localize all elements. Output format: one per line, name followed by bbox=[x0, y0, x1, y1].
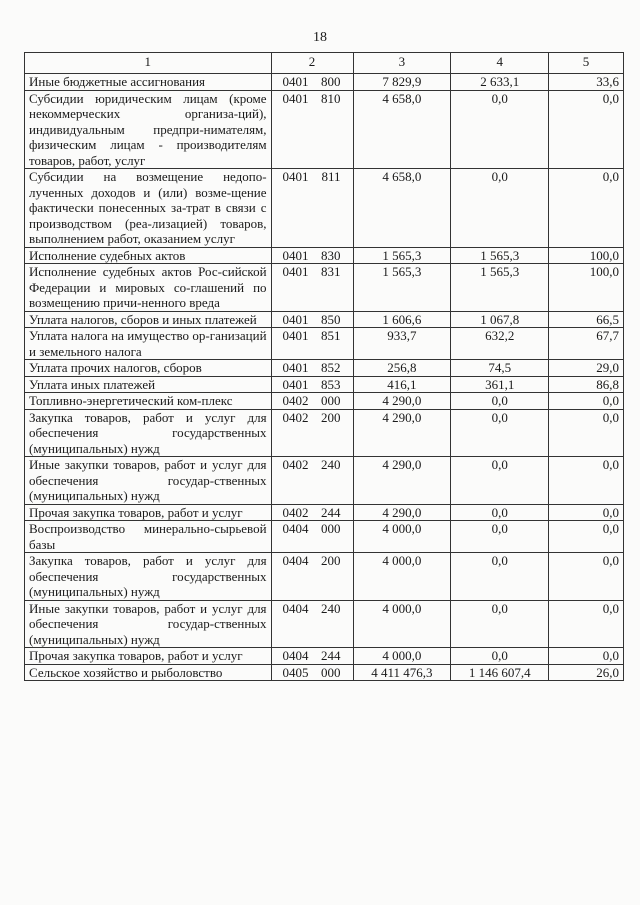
fact-value: 0,0 bbox=[451, 393, 549, 410]
plan-value: 4 658,0 bbox=[353, 90, 451, 169]
expense-type-code: 853 bbox=[321, 376, 341, 392]
fact-value: 0,0 bbox=[451, 600, 549, 648]
expense-type-code: 831 bbox=[321, 264, 341, 279]
table-row bbox=[25, 328, 624, 360]
plan-value: 4 411 476,3 bbox=[353, 664, 451, 681]
table-row bbox=[25, 90, 624, 169]
fact-value: 0,0 bbox=[451, 409, 549, 457]
section-code: 0401 bbox=[282, 328, 309, 343]
percent-value: 29,0 bbox=[549, 360, 624, 377]
section-code: 0404 bbox=[282, 553, 309, 568]
row-code-cell bbox=[271, 504, 353, 521]
row-name-cell: Закупка товаров, работ и услуг для обеспечения государственных (муниципальных) нужд bbox=[25, 553, 272, 601]
section-code: 0401 bbox=[282, 264, 309, 279]
section-code: 0401 bbox=[282, 311, 309, 327]
fact-value: 1 565,3 bbox=[451, 247, 549, 264]
row-name-cell: Иные закупки товаров, работ и услуг для обеспечения государ-ственных (муниципальных) нужд bbox=[25, 600, 272, 648]
row-name-cell: Иные закупки товаров, работ и услуг для обеспечения государ-ственных (муниципальных) нужд bbox=[25, 457, 272, 505]
header-row bbox=[25, 53, 624, 74]
plan-value: 4 000,0 bbox=[353, 600, 451, 648]
fact-value: 0,0 bbox=[451, 457, 549, 505]
fact-value: 1 067,8 bbox=[451, 311, 549, 328]
expense-type-code: 240 bbox=[321, 600, 341, 616]
table-row bbox=[25, 376, 624, 393]
fact-value: 2 633,1 bbox=[451, 74, 549, 91]
row-name-cell: Сельское хозяйство и рыболовство bbox=[25, 664, 272, 681]
fact-value: 1 565,3 bbox=[451, 264, 549, 312]
row-name-cell: Воспроизводство минерально-сырьевой базы bbox=[25, 521, 272, 553]
expense-type-code: 850 bbox=[321, 311, 341, 327]
row-code-cell bbox=[271, 409, 353, 457]
fact-value: 0,0 bbox=[451, 521, 549, 553]
table-row bbox=[25, 600, 624, 648]
fact-value: 1 146 607,4 bbox=[451, 664, 549, 681]
section-code: 0401 bbox=[282, 74, 309, 89]
expense-type-code: 830 bbox=[321, 247, 341, 263]
fact-value: 0,0 bbox=[451, 553, 549, 601]
expense-type-code: 811 bbox=[321, 169, 341, 184]
plan-value: 4 290,0 bbox=[353, 409, 451, 457]
table-row bbox=[25, 360, 624, 377]
expense-type-code: 851 bbox=[321, 328, 341, 343]
fact-value: 632,2 bbox=[451, 328, 549, 360]
expense-type-code: 244 bbox=[321, 504, 341, 520]
row-name-cell: Прочая закупка товаров, работ и услуг bbox=[25, 648, 272, 665]
row-code-cell bbox=[271, 90, 353, 169]
section-code: 0401 bbox=[282, 360, 309, 375]
table-row bbox=[25, 247, 624, 264]
row-code-cell bbox=[271, 393, 353, 410]
row-code-cell bbox=[271, 521, 353, 553]
percent-value: 0,0 bbox=[549, 553, 624, 601]
percent-value: 100,0 bbox=[549, 247, 624, 264]
percent-value: 66,5 bbox=[549, 311, 624, 328]
row-name-cell: Прочая закупка товаров, работ и услуг bbox=[25, 504, 272, 521]
plan-value: 4 290,0 bbox=[353, 457, 451, 505]
budget-table bbox=[24, 52, 624, 681]
section-code: 0402 bbox=[282, 504, 309, 520]
plan-value: 4 290,0 bbox=[353, 393, 451, 410]
expense-type-code: 200 bbox=[321, 409, 341, 425]
row-code-cell bbox=[271, 169, 353, 248]
row-name-cell: Уплата иных платежей bbox=[25, 376, 272, 393]
table-row bbox=[25, 264, 624, 312]
expense-type-code: 244 bbox=[321, 648, 341, 663]
plan-value: 4 000,0 bbox=[353, 648, 451, 665]
row-name-cell: Исполнение судебных актов Рос-сийской Федерации и мировых со-глашений по возмещению причи-ненного вреда bbox=[25, 264, 272, 312]
table-row bbox=[25, 664, 624, 681]
section-code: 0402 bbox=[282, 457, 309, 472]
table-row bbox=[25, 648, 624, 665]
row-name-cell: Субсидии на возмещение недопо-лученных доходов и (или) возме-щение фактически понесенных за-трат в связи с производством (реа-лизацией) товаров, выполнением работ, оказанием услуг bbox=[25, 169, 272, 248]
percent-value: 0,0 bbox=[549, 169, 624, 248]
expense-type-code: 810 bbox=[321, 90, 341, 106]
row-name-cell: Закупка товаров, работ и услуг для обеспечения государственных (муниципальных) нужд bbox=[25, 409, 272, 457]
plan-value: 1 606,6 bbox=[353, 311, 451, 328]
percent-value: 0,0 bbox=[549, 504, 624, 521]
row-name-cell: Исполнение судебных актов bbox=[25, 247, 272, 264]
plan-value: 4 658,0 bbox=[353, 169, 451, 248]
fact-value: 0,0 bbox=[451, 504, 549, 521]
row-code-cell bbox=[271, 600, 353, 648]
row-code-cell bbox=[271, 328, 353, 360]
section-code: 0404 bbox=[282, 648, 309, 663]
table-row bbox=[25, 311, 624, 328]
row-code-cell bbox=[271, 553, 353, 601]
percent-value: 67,7 bbox=[549, 328, 624, 360]
section-code: 0404 bbox=[282, 521, 309, 536]
fact-value: 74,5 bbox=[451, 360, 549, 377]
row-code-cell bbox=[271, 360, 353, 377]
fact-value: 361,1 bbox=[451, 376, 549, 393]
fact-value: 0,0 bbox=[451, 648, 549, 665]
table-row bbox=[25, 504, 624, 521]
row-code-cell bbox=[271, 457, 353, 505]
row-name-cell: Субсидии юридическим лицам (кроме некоммерческих организа-ций), индивидуальным предпри-нимателям, физическим лицам - производителям товаров, работ, услуг bbox=[25, 90, 272, 169]
plan-value: 7 829,9 bbox=[353, 74, 451, 91]
expense-type-code: 000 bbox=[321, 664, 341, 680]
plan-value: 1 565,3 bbox=[353, 264, 451, 312]
row-name-cell: Уплата налогов, сборов и иных платежей bbox=[25, 311, 272, 328]
section-code: 0402 bbox=[282, 393, 309, 408]
header-col-4: 4 bbox=[451, 53, 549, 74]
row-name-cell: Топливно-энергетический ком-плекс bbox=[25, 393, 272, 410]
row-code-cell bbox=[271, 664, 353, 681]
plan-value: 933,7 bbox=[353, 328, 451, 360]
header-col-2: 2 bbox=[271, 53, 353, 74]
section-code: 0402 bbox=[282, 409, 309, 425]
expense-type-code: 000 bbox=[321, 521, 341, 536]
section-code: 0404 bbox=[282, 600, 309, 616]
plan-value: 4 000,0 bbox=[353, 553, 451, 601]
section-code: 0405 bbox=[282, 664, 309, 680]
plan-value: 416,1 bbox=[353, 376, 451, 393]
percent-value: 33,6 bbox=[549, 74, 624, 91]
plan-value: 256,8 bbox=[353, 360, 451, 377]
percent-value: 0,0 bbox=[549, 521, 624, 553]
expense-type-code: 200 bbox=[321, 553, 341, 568]
plan-value: 4 000,0 bbox=[353, 521, 451, 553]
section-code: 0401 bbox=[282, 376, 309, 392]
section-code: 0401 bbox=[282, 247, 309, 263]
expense-type-code: 000 bbox=[321, 393, 341, 408]
row-code-cell bbox=[271, 247, 353, 264]
expense-type-code: 800 bbox=[321, 74, 341, 89]
plan-value: 1 565,3 bbox=[353, 247, 451, 264]
percent-value: 0,0 bbox=[549, 457, 624, 505]
table-row bbox=[25, 521, 624, 553]
row-code-cell bbox=[271, 311, 353, 328]
section-code: 0401 bbox=[282, 90, 309, 106]
percent-value: 0,0 bbox=[549, 90, 624, 169]
table-row bbox=[25, 74, 624, 91]
header-col-3: 3 bbox=[353, 53, 451, 74]
header-col-1: 1 bbox=[25, 53, 272, 74]
plan-value: 4 290,0 bbox=[353, 504, 451, 521]
fact-value: 0,0 bbox=[451, 90, 549, 169]
row-code-cell bbox=[271, 74, 353, 91]
table-row bbox=[25, 409, 624, 457]
percent-value: 26,0 bbox=[549, 664, 624, 681]
section-code: 0401 bbox=[282, 169, 309, 184]
table-row bbox=[25, 169, 624, 248]
percent-value: 0,0 bbox=[549, 648, 624, 665]
table-row bbox=[25, 457, 624, 505]
row-code-cell bbox=[271, 648, 353, 665]
expense-type-code: 240 bbox=[321, 457, 341, 472]
percent-value: 100,0 bbox=[549, 264, 624, 312]
header-col-5: 5 bbox=[549, 53, 624, 74]
page-number: 18 bbox=[313, 30, 327, 45]
row-name-cell: Уплата прочих налогов, сборов bbox=[25, 360, 272, 377]
table-row bbox=[25, 553, 624, 601]
percent-value: 0,0 bbox=[549, 409, 624, 457]
table-row bbox=[25, 393, 624, 410]
row-name-cell: Иные бюджетные ассигнования bbox=[25, 74, 272, 91]
row-code-cell bbox=[271, 264, 353, 312]
percent-value: 0,0 bbox=[549, 600, 624, 648]
row-name-cell: Уплата налога на имущество ор-ганизаций и земельного налога bbox=[25, 328, 272, 360]
percent-value: 86,8 bbox=[549, 376, 624, 393]
expense-type-code: 852 bbox=[321, 360, 341, 375]
fact-value: 0,0 bbox=[451, 169, 549, 248]
row-code-cell bbox=[271, 376, 353, 393]
percent-value: 0,0 bbox=[549, 393, 624, 410]
